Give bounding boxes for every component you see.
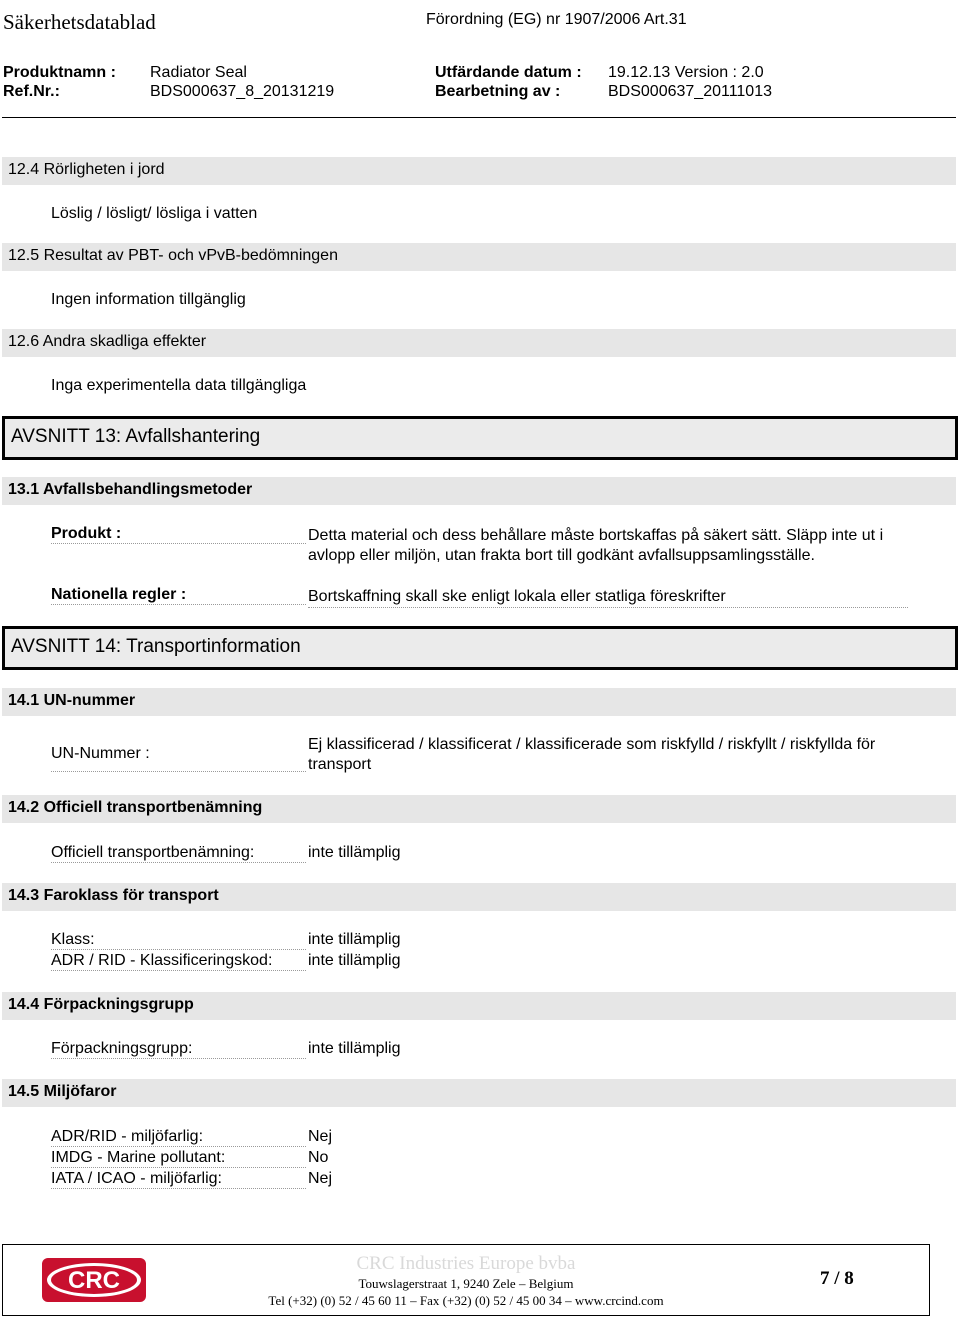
- header-divider: [2, 117, 956, 118]
- adr-env-value: Nej: [308, 1128, 333, 1145]
- subheading-14-4: 14.4 Förpackningsgrupp: [2, 992, 956, 1020]
- national-rules-value: Bortskaffning skall ske enligt lokala eller statliga föreskrifter: [308, 587, 908, 608]
- shipping-name-value: inte tillämplig: [308, 844, 401, 861]
- logo-text: CRC: [68, 1267, 120, 1294]
- revision-value: BDS000637_20111013: [608, 83, 772, 100]
- class-value: inte tillämplig: [308, 931, 401, 948]
- class-label: Klass:: [51, 931, 306, 950]
- iata-value: Nej: [308, 1170, 333, 1187]
- text-12-5: Ingen information tillgänglig: [51, 291, 246, 308]
- ref-label: Ref.Nr.:: [3, 83, 60, 100]
- product-name-value: Radiator Seal: [150, 64, 247, 81]
- footer: [2, 1244, 930, 1316]
- shipping-name-label: Officiell transportbenämning:: [51, 844, 306, 863]
- packing-group-label: Förpackningsgrupp:: [51, 1040, 306, 1059]
- un-number-label: UN-Nummer :: [51, 745, 306, 772]
- produkt-value: Detta material och dess behållare måste bortskaffas på säkert sätt. Släpp inte ut i avlopp eller miljön, utan frakta bort till godkänt avfallsuppsamlingsställe.: [308, 527, 884, 564]
- subheading-14-5: 14.5 Miljöfaror: [2, 1079, 956, 1107]
- subheading-14-2: 14.2 Officiell transportbenämning: [2, 795, 956, 823]
- company-address: Touwslagerstraat 1, 9240 Zele – Belgium: [358, 1276, 574, 1291]
- packing-group-value: inte tillämplig: [308, 1040, 401, 1057]
- subheading-12-5: 12.5 Resultat av PBT- och vPvB-bedömningen: [2, 243, 956, 271]
- subheading-13-1: 13.1 Avfallsbehandlingsmetoder: [2, 477, 956, 505]
- subheading-14-1: 14.1 UN-nummer: [2, 688, 956, 716]
- issue-date-label: Utfärdande datum :: [435, 64, 582, 81]
- adr-rid-code-value: inte tillämplig: [308, 952, 401, 969]
- subheading-12-4: 12.4 Rörligheten i jord: [2, 157, 956, 185]
- text-12-4: Löslig / lösligt/ lösliga i vatten: [51, 205, 258, 222]
- subheading-12-6: 12.6 Andra skadliga effekter: [2, 329, 956, 357]
- text-12-6: Inga experimentella data tillgängliga: [51, 377, 307, 394]
- national-rules-label: Nationella regler :: [51, 586, 306, 605]
- page-number: 7 / 8: [820, 1268, 854, 1289]
- adr-rid-code-label: ADR / RID - Klassificeringskod:: [51, 952, 306, 971]
- adr-env-label: ADR/RID - miljöfarlig:: [51, 1128, 306, 1147]
- ref-value: BDS000637_8_20131219: [150, 83, 335, 100]
- section-13-heading: AVSNITT 13: Avfallshantering: [2, 416, 958, 460]
- company-name: CRC Industries Europe bvba: [356, 1253, 576, 1274]
- revision-label: Bearbetning av :: [435, 83, 561, 100]
- subheading-14-3: 14.3 Faroklass för transport: [2, 883, 956, 911]
- regulation-text: Förordning (EG) nr 1907/2006 Art.31: [426, 11, 687, 28]
- imdg-value: No: [308, 1149, 329, 1166]
- imdg-label: IMDG - Marine pollutant:: [51, 1149, 306, 1168]
- iata-label: IATA / ICAO - miljöfarlig:: [51, 1170, 306, 1189]
- company-contact: Tel (+32) (0) 52 / 45 60 11 – Fax (+32) (0) 52 / 45 00 34 – www.crcind.com: [268, 1293, 664, 1308]
- product-name-label: Produktnamn :: [3, 64, 116, 81]
- produkt-label: Produkt :: [51, 525, 306, 544]
- document-title: Säkerhetsdatablad: [3, 10, 156, 34]
- issue-date-value: 19.12.13 Version : 2.0: [608, 64, 764, 81]
- un-number-value: Ej klassificerad / klassificerat / klassificerade som riskfylld / riskfyllt / riskfyllda för transport: [308, 736, 876, 773]
- section-14-heading: AVSNITT 14: Transportinformation: [2, 626, 958, 670]
